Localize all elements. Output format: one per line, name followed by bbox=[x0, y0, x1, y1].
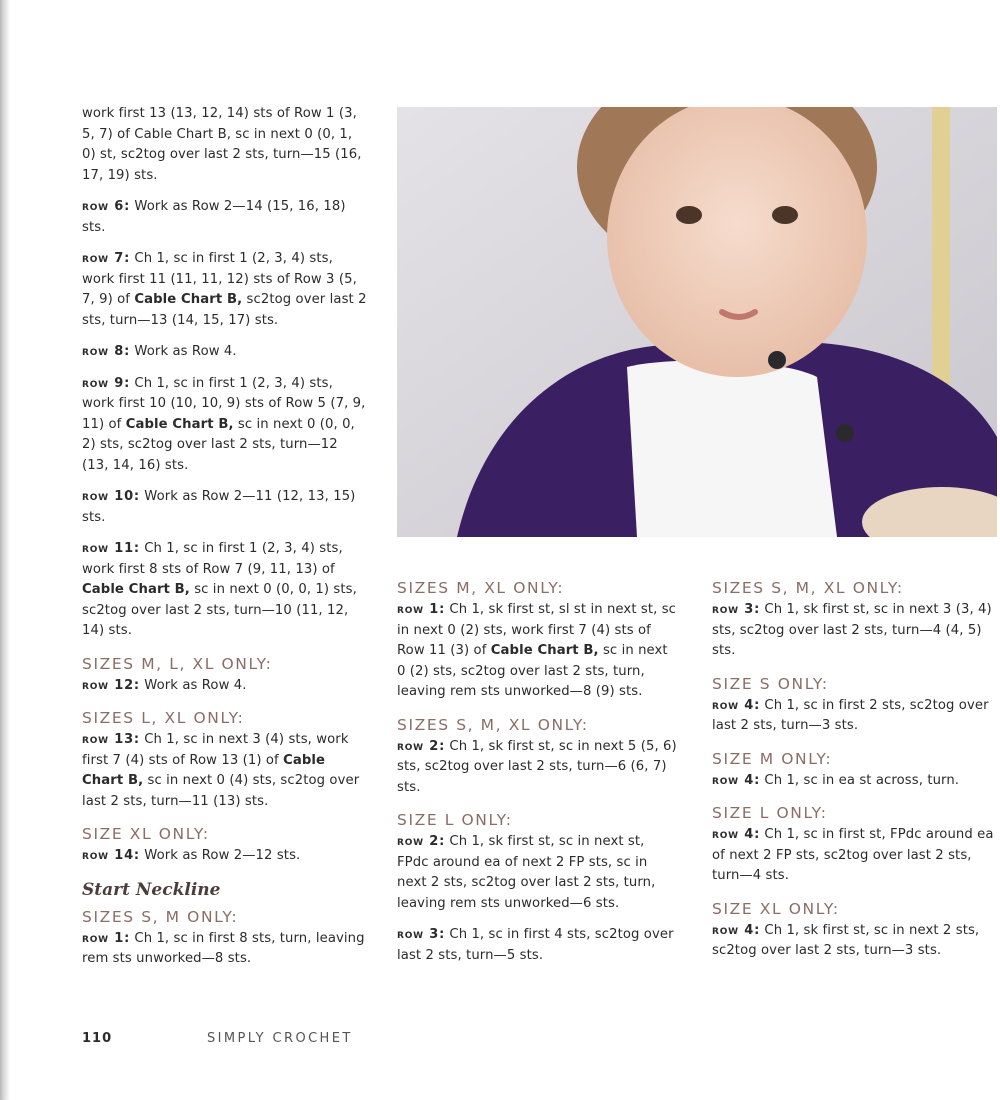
row-14-instruction: row 14: Work as Row 2—12 sts. bbox=[82, 848, 301, 863]
subsection-title: Start Neckline bbox=[82, 879, 221, 900]
row-10-instruction: row 10: Work as Row 2—11 (12, 13, 15) sts. bbox=[82, 489, 356, 525]
row-9-instruction: row 9: Ch 1, sc in first 1 (2, 3, 4) sts, work first 10 (10, 10, 9) sts of Row 5 (7, 9, 11) of Cable Chart B, sc in next 0 (0, 0, 2) sts, sc2tog over last 2 sts, turn—12 (13, 14, 16) sts. bbox=[82, 375, 366, 473]
row-2-instruction: row 2: Ch 1, sk first st, sc in next 5 (5, 6) sts, sc2tog over last 2 sts, turn—6 (6, 7) sts. bbox=[397, 738, 677, 795]
right-column bbox=[712, 577, 997, 973]
child-cardigan-photo bbox=[397, 107, 997, 537]
section-heading: SIZE S ONLY: bbox=[712, 674, 829, 693]
section-heading: SIZES S, M, XL ONLY: bbox=[712, 579, 904, 597]
row-13-instruction: row 13: Ch 1, sc in next 3 (4) sts, work first 7 (4) sts of Row 13 (1) of Cable Chart B, sc in next 0 (4) sts, sc2tog over last 2 sts, turn—11 (13) sts. bbox=[82, 732, 360, 809]
row-6-instruction: row 6: Work as Row 2—14 (15, 16, 18) sts. bbox=[82, 199, 346, 235]
section-heading: SIZE XL ONLY: bbox=[82, 825, 210, 843]
section-heading: SIZE XL ONLY: bbox=[712, 899, 840, 918]
row-3-instruction: row 3: Ch 1, sk first st, sc in next 3 (3, 4) sts, sc2tog over last 2 sts, turn—4 (4, 5) sts. bbox=[712, 602, 992, 658]
page-number: 110 bbox=[82, 1031, 113, 1046]
photo-illustration bbox=[397, 107, 997, 537]
row-2-instruction: row 2: Ch 1, sk first st, sc in next st, FPdc around ea of next 2 FP sts, sc in next 2 sts, sc2tog over last 2 sts, turn, leaving rem sts unworked—6 sts. bbox=[397, 834, 656, 911]
row-1-instruction: row 1: Ch 1, sc in first 8 sts, turn, leaving rem sts unworked—8 sts. bbox=[82, 930, 365, 966]
page-gutter-shadow bbox=[0, 0, 10, 1100]
row-4-instruction: row 4: Ch 1, sc in first 2 sts, sc2tog over last 2 sts, turn—3 sts. bbox=[712, 697, 989, 733]
row-4-instruction: row 4: Ch 1, sc in ea st across, turn. bbox=[712, 772, 960, 788]
row-4-instruction: row 4: Ch 1, sk first st, sc in next 2 sts, sc2tog over last 2 sts, turn—3 sts. bbox=[712, 922, 980, 958]
section-heading: SIZES M, L, XL ONLY: bbox=[82, 654, 273, 673]
row-7-instruction: row 7: Ch 1, sc in first 1 (2, 3, 4) sts, work first 11 (11, 11, 12) sts of Row 3 (5, 7, 9) of Cable Chart B, sc2tog over last 2 sts, turn—13 (14, 15, 17) sts. bbox=[82, 251, 367, 328]
middle-column bbox=[397, 577, 677, 977]
left-column bbox=[82, 104, 367, 981]
paragraph: work first 13 (13, 12, 14) sts of Row 1 (3, 5, 7) of Cable Chart B, sc in next 0 (0, 1, 0) st, sc2tog over last 2 sts, turn—15 (16, 17, 19) sts. bbox=[82, 106, 362, 183]
section-heading: SIZES L, XL ONLY: bbox=[82, 709, 245, 727]
section-heading: SIZES S, M, XL ONLY: bbox=[397, 715, 589, 734]
row-11-instruction: row 11: Ch 1, sc in first 1 (2, 3, 4) sts, work first 8 sts of Row 7 (9, 11, 13) of Cable Chart B, sc in next 0 (0, 0, 1) sts, sc2tog over last 2 sts, turn—10 (11, 12, 14) sts. bbox=[82, 541, 357, 638]
row-12-instruction: row 12: Work as Row 4. bbox=[82, 677, 247, 693]
section-heading: SIZES S, M ONLY: bbox=[82, 907, 239, 926]
section-heading: SIZE L ONLY: bbox=[712, 804, 828, 822]
row-1-instruction: row 1: Ch 1, sk first st, sl st in next st, sc in next 0 (2) sts, work first 7 (4) sts of Row 11 (3) of Cable Chart B, sc in next 0 (2) sts, sc2tog over last 2 sts, turn, leaving rem sts unworked—8 (9) sts. bbox=[397, 602, 677, 699]
row-8-instruction: row 8: Work as Row 4. bbox=[82, 344, 237, 359]
section-heading: SIZES M, XL ONLY: bbox=[397, 579, 565, 597]
section-heading: SIZE L ONLY: bbox=[397, 811, 513, 829]
row-3-instruction: row 3: Ch 1, sc in first 4 sts, sc2tog over last 2 sts, turn—5 sts. bbox=[397, 927, 674, 963]
book-title: SIMPLY CROCHET bbox=[207, 1031, 353, 1046]
section-heading: SIZE M ONLY: bbox=[712, 749, 833, 768]
row-4-instruction: row 4: Ch 1, sc in first st, FPdc around ea of next 2 FP sts, sc2tog over last 2 sts, turn—4 sts. bbox=[712, 827, 994, 883]
